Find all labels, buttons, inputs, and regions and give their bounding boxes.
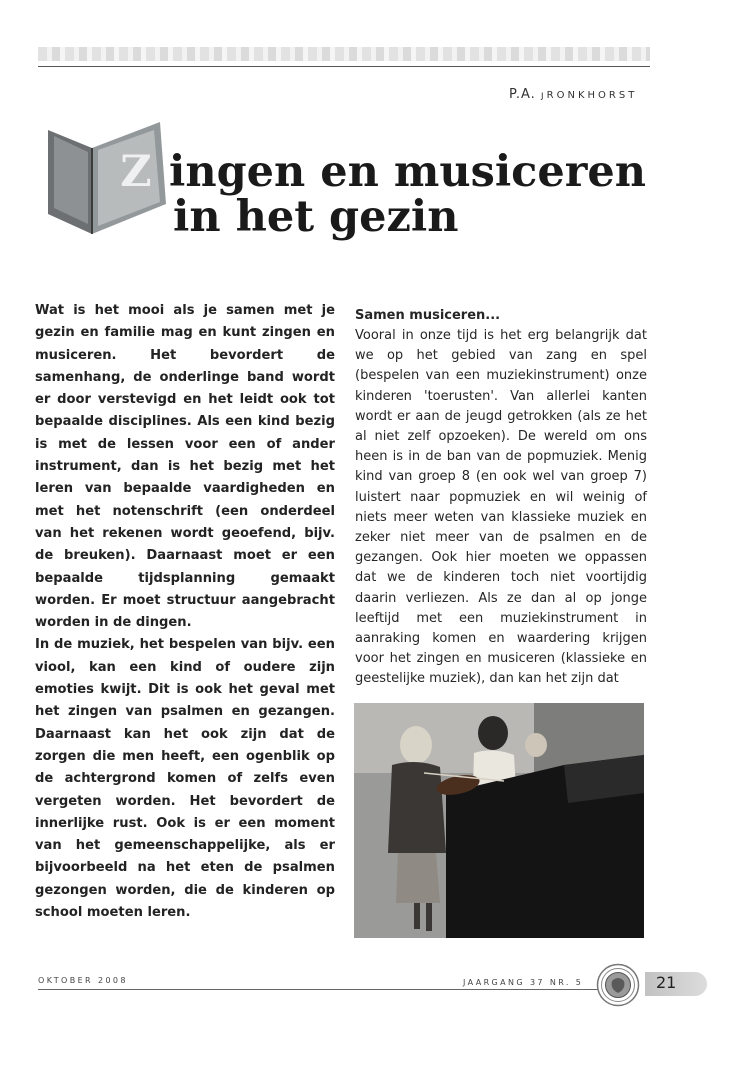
paragraph: Wat is het mooi als je samen met je gezin en familie mag en kunt zingen en musiceren. Het bevordert de samenhang, de onderlinge band wordt er door verstevigd en het leidt ook tot bepaalde disciplines. Als een kind bezig is met de lessen voor een of ander instrument, dan is het bezig met het leren van bepaalde vaardigheden en met het notenschrift (een onderdeel van het rekenen wordt geoefend, bijv. de breuken). Daarnaast moet er een bepaalde tijdsplanning gemaakt worden. Er moet structuur aangebracht worden in de dingen.	[35, 303, 335, 631]
page-number: 21	[656, 973, 677, 992]
header-texture-band	[38, 47, 650, 61]
footer-rule	[38, 989, 623, 990]
right-column	[355, 306, 647, 690]
title-line-1: ingen en musiceren	[169, 147, 646, 197]
article-title	[103, 147, 646, 242]
footer-issue: JAARGANG 37 NR. 5	[463, 978, 584, 987]
author-initials: P.A.	[509, 87, 541, 102]
family-music-photo	[354, 703, 644, 938]
title-dropcap: Z	[120, 147, 152, 197]
left-column	[35, 300, 335, 924]
paragraph: In de muziek, het bespelen van bijv. een viool, kan een kind of oudere zijn emoties kwijt. Dit is ook het geval met het zingen van psalmen en gezangen. Daarnaast kan het ook zijn dat de zorgen die men heeft, een ogenblik op de achtergrond komen of zelfs even vergeten worden. Het bevordert de innerlijke rust. Ook is er een moment van het gemeenschappelijke, als er bijvoorbeeld na het eten de psalmen gezongen worden, die de kinderen op school moeten leren.	[35, 637, 335, 921]
paragraph: Vooral in onze tijd is het erg belangrijk dat we op het gebied van zang en spel (bespelen van een muziekinstrument) onze kinderen 'toerusten'. Van allerlei kanten wordt er aan de jeugd getrokken (als ze het al niet zelf opzoeken). De wereld om ons heen is in de ban van de popmuziek. Menig kind van groep 8 (en ook wel van groep 7) luistert naar popmuziek en wil weinig of niets meer weten van klassieke muziek en zeker niet meer van de psalmen en de gezangen. Ook hier moeten we oppassen dat we de kinderen toch niet voortijdig daarin verliezen. Als ze dan al op jonge leeftijd met een muziekinstrument in aanraking komen en waardering krijgen voor het zingen en musiceren (klassieke en geestelijke muziek), dan kan het zijn dat	[355, 328, 647, 687]
author-surname: ȷRONKHORST	[540, 90, 638, 101]
header-rule	[38, 66, 650, 67]
section-heading: Samen musiceren...	[355, 308, 501, 323]
author-byline	[509, 87, 637, 102]
title-line-2: in het gezin	[173, 192, 459, 242]
seal-icon	[596, 963, 640, 1007]
footer-date: OKTOBER 2008	[38, 976, 128, 985]
